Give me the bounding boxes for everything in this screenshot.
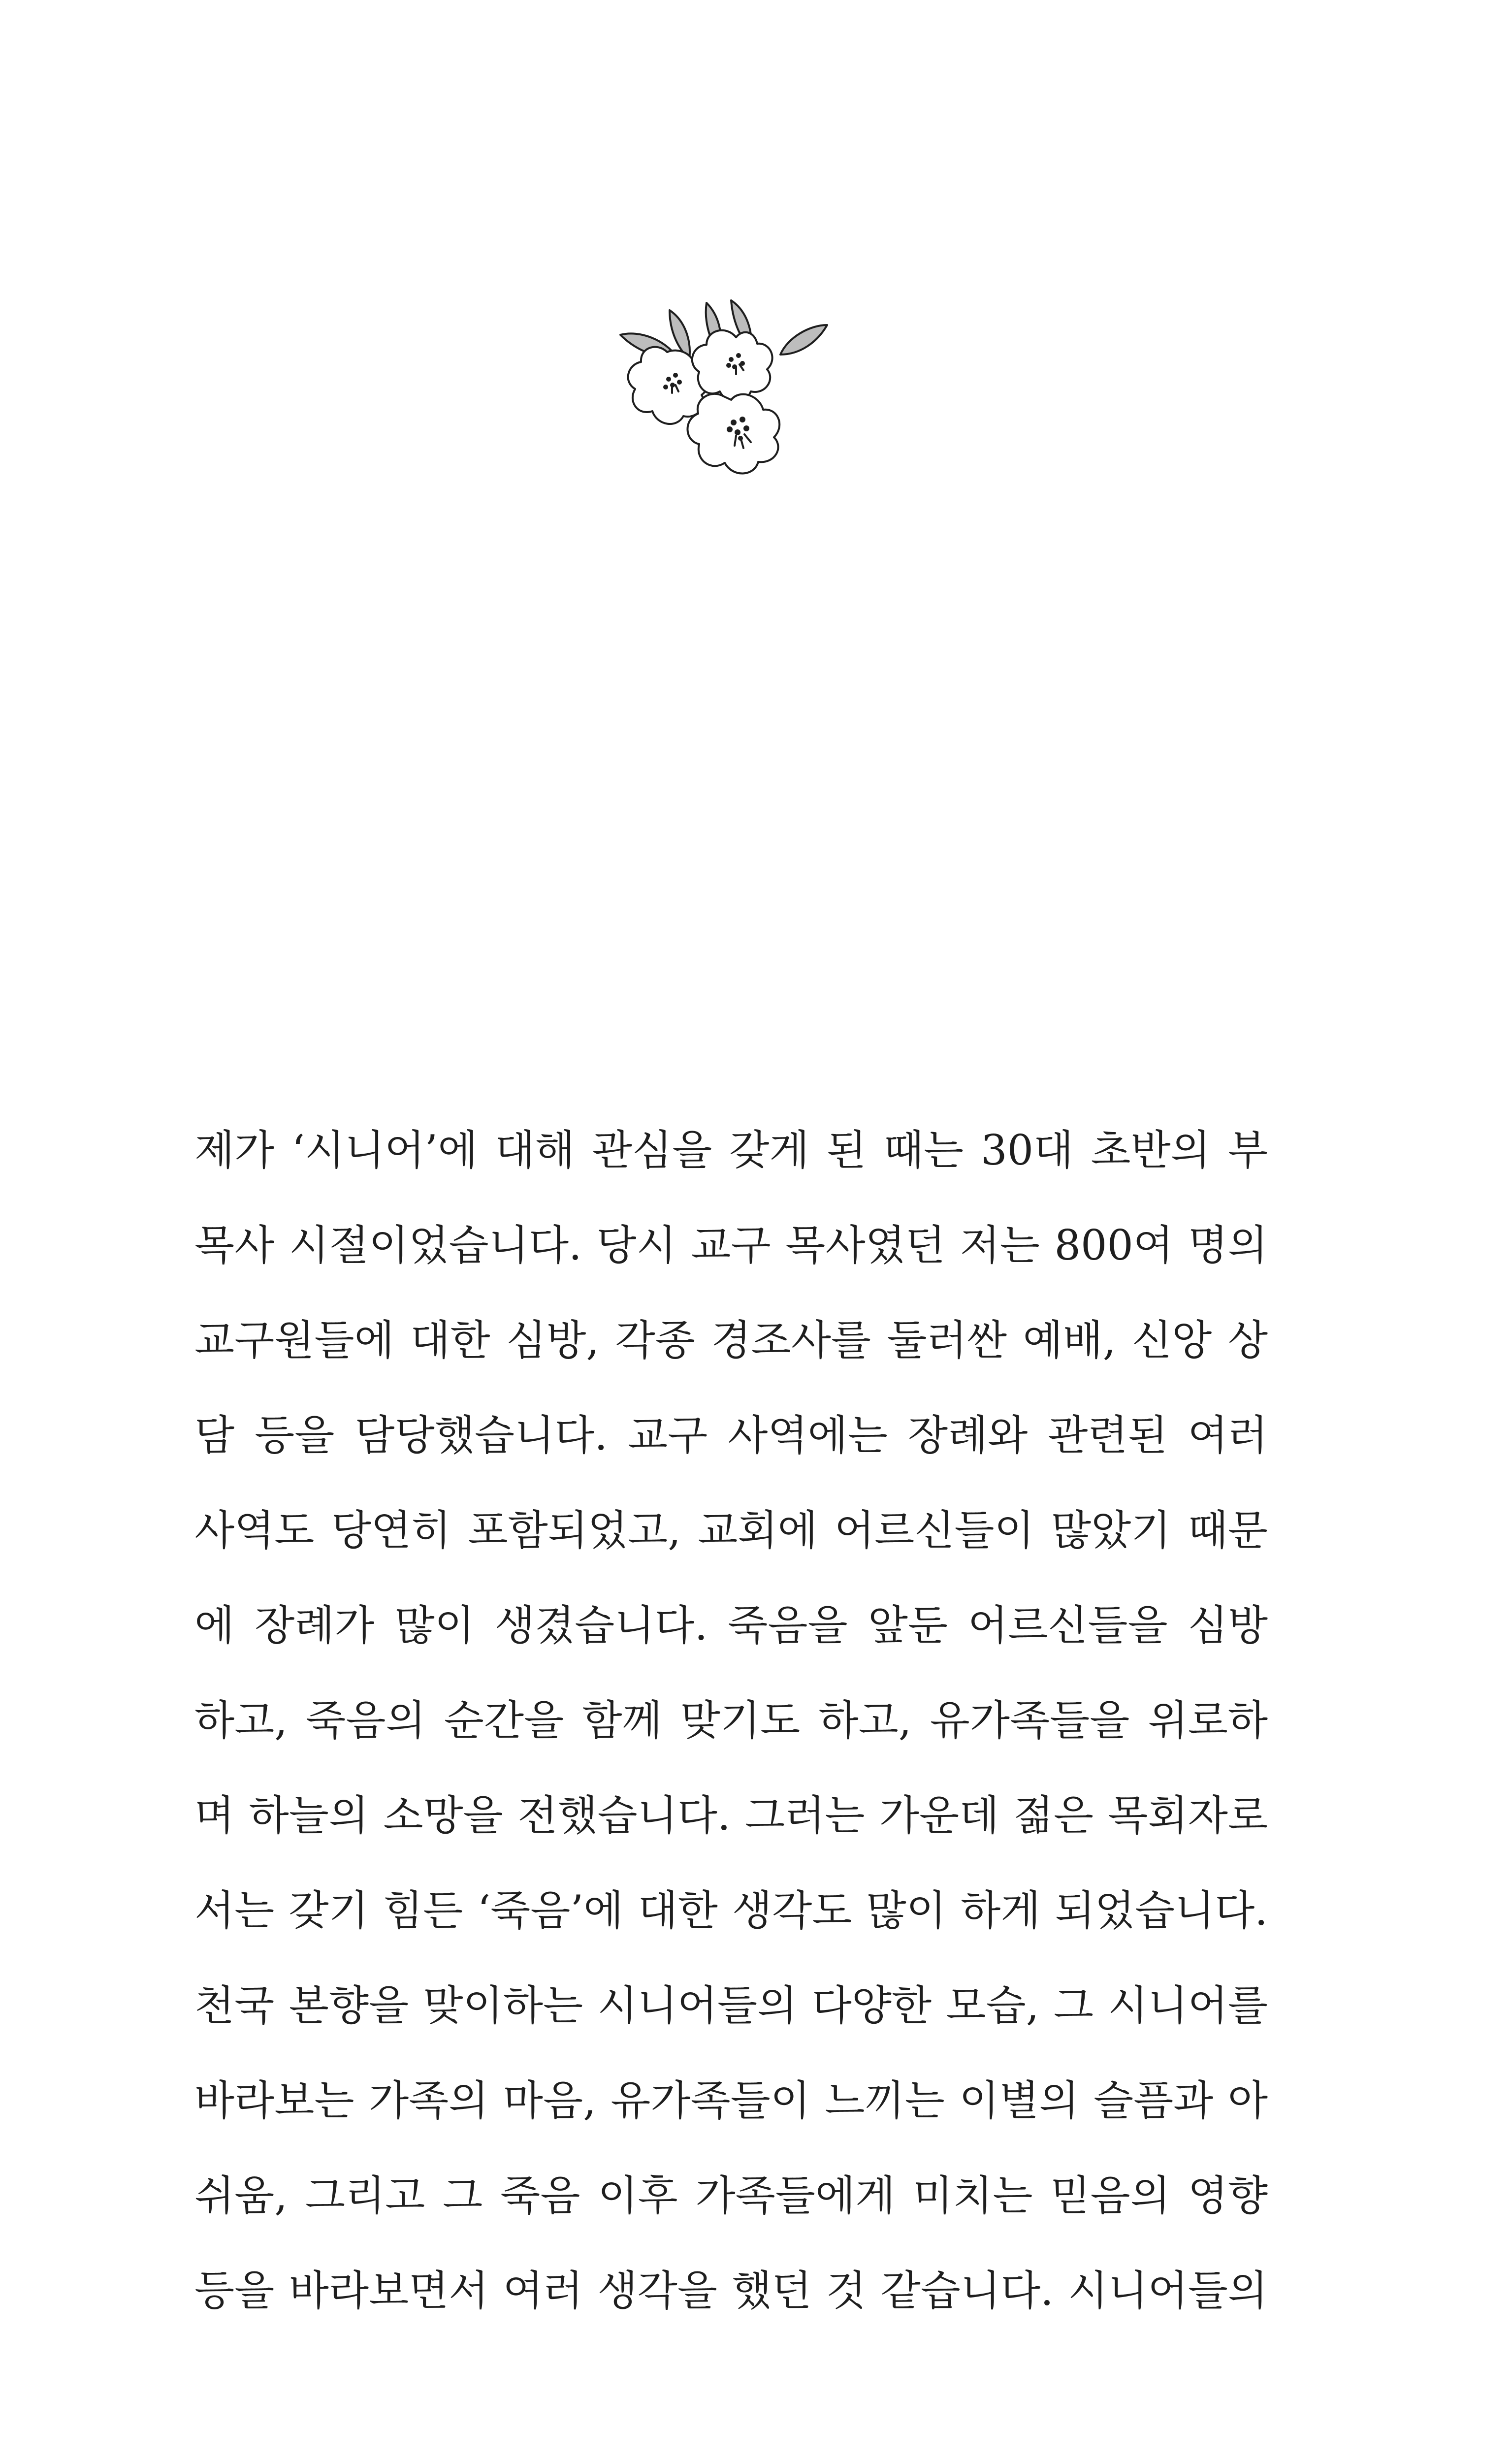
text-line: 에 장례가 많이 생겼습니다. 죽음을 앞둔 어르신들을 심방 — [194, 1601, 1268, 1650]
text-line: 서는 갖기 힘든 ‘죽음’에 대한 생각도 많이 하게 되었습니다. — [194, 1886, 1268, 1935]
body-paragraph — [194, 1103, 1268, 2338]
text-line: 천국 본향을 맞이하는 시니어들의 다양한 모습, 그 시니어를 — [194, 1981, 1268, 2030]
text-line: 교구원들에 대한 심방, 각종 경조사를 둘러싼 예배, 신앙 상 — [194, 1316, 1268, 1364]
text-line: 담 등을 담당했습니다. 교구 사역에는 장례와 관련된 여러 — [194, 1411, 1268, 1459]
text-line: 사역도 당연히 포함되었고, 교회에 어르신들이 많았기 때문 — [194, 1506, 1268, 1555]
text-line: 하고, 죽음의 순간을 함께 맞기도 하고, 유가족들을 위로하 — [194, 1696, 1268, 1745]
text-line: 며 하늘의 소망을 전했습니다. 그러는 가운데 젊은 목회자로 — [194, 1791, 1268, 1840]
text-line: 목사 시절이었습니다. 당시 교구 목사였던 저는 800여 명의 — [194, 1221, 1268, 1269]
text-line: 바라보는 가족의 마음, 유가족들이 느끼는 이별의 슬픔과 아 — [194, 2076, 1268, 2125]
flower-ornament-icon — [611, 291, 842, 512]
text-line: 제가 ‘시니어’에 대해 관심을 갖게 된 때는 30대 초반의 부 — [194, 1126, 1268, 1174]
text-line: 쉬움, 그리고 그 죽음 이후 가족들에게 미치는 믿음의 영향 — [194, 2171, 1268, 2220]
text-line: 등을 바라보면서 여러 생각을 했던 것 같습니다. 시니어들의 — [194, 2267, 1268, 2315]
